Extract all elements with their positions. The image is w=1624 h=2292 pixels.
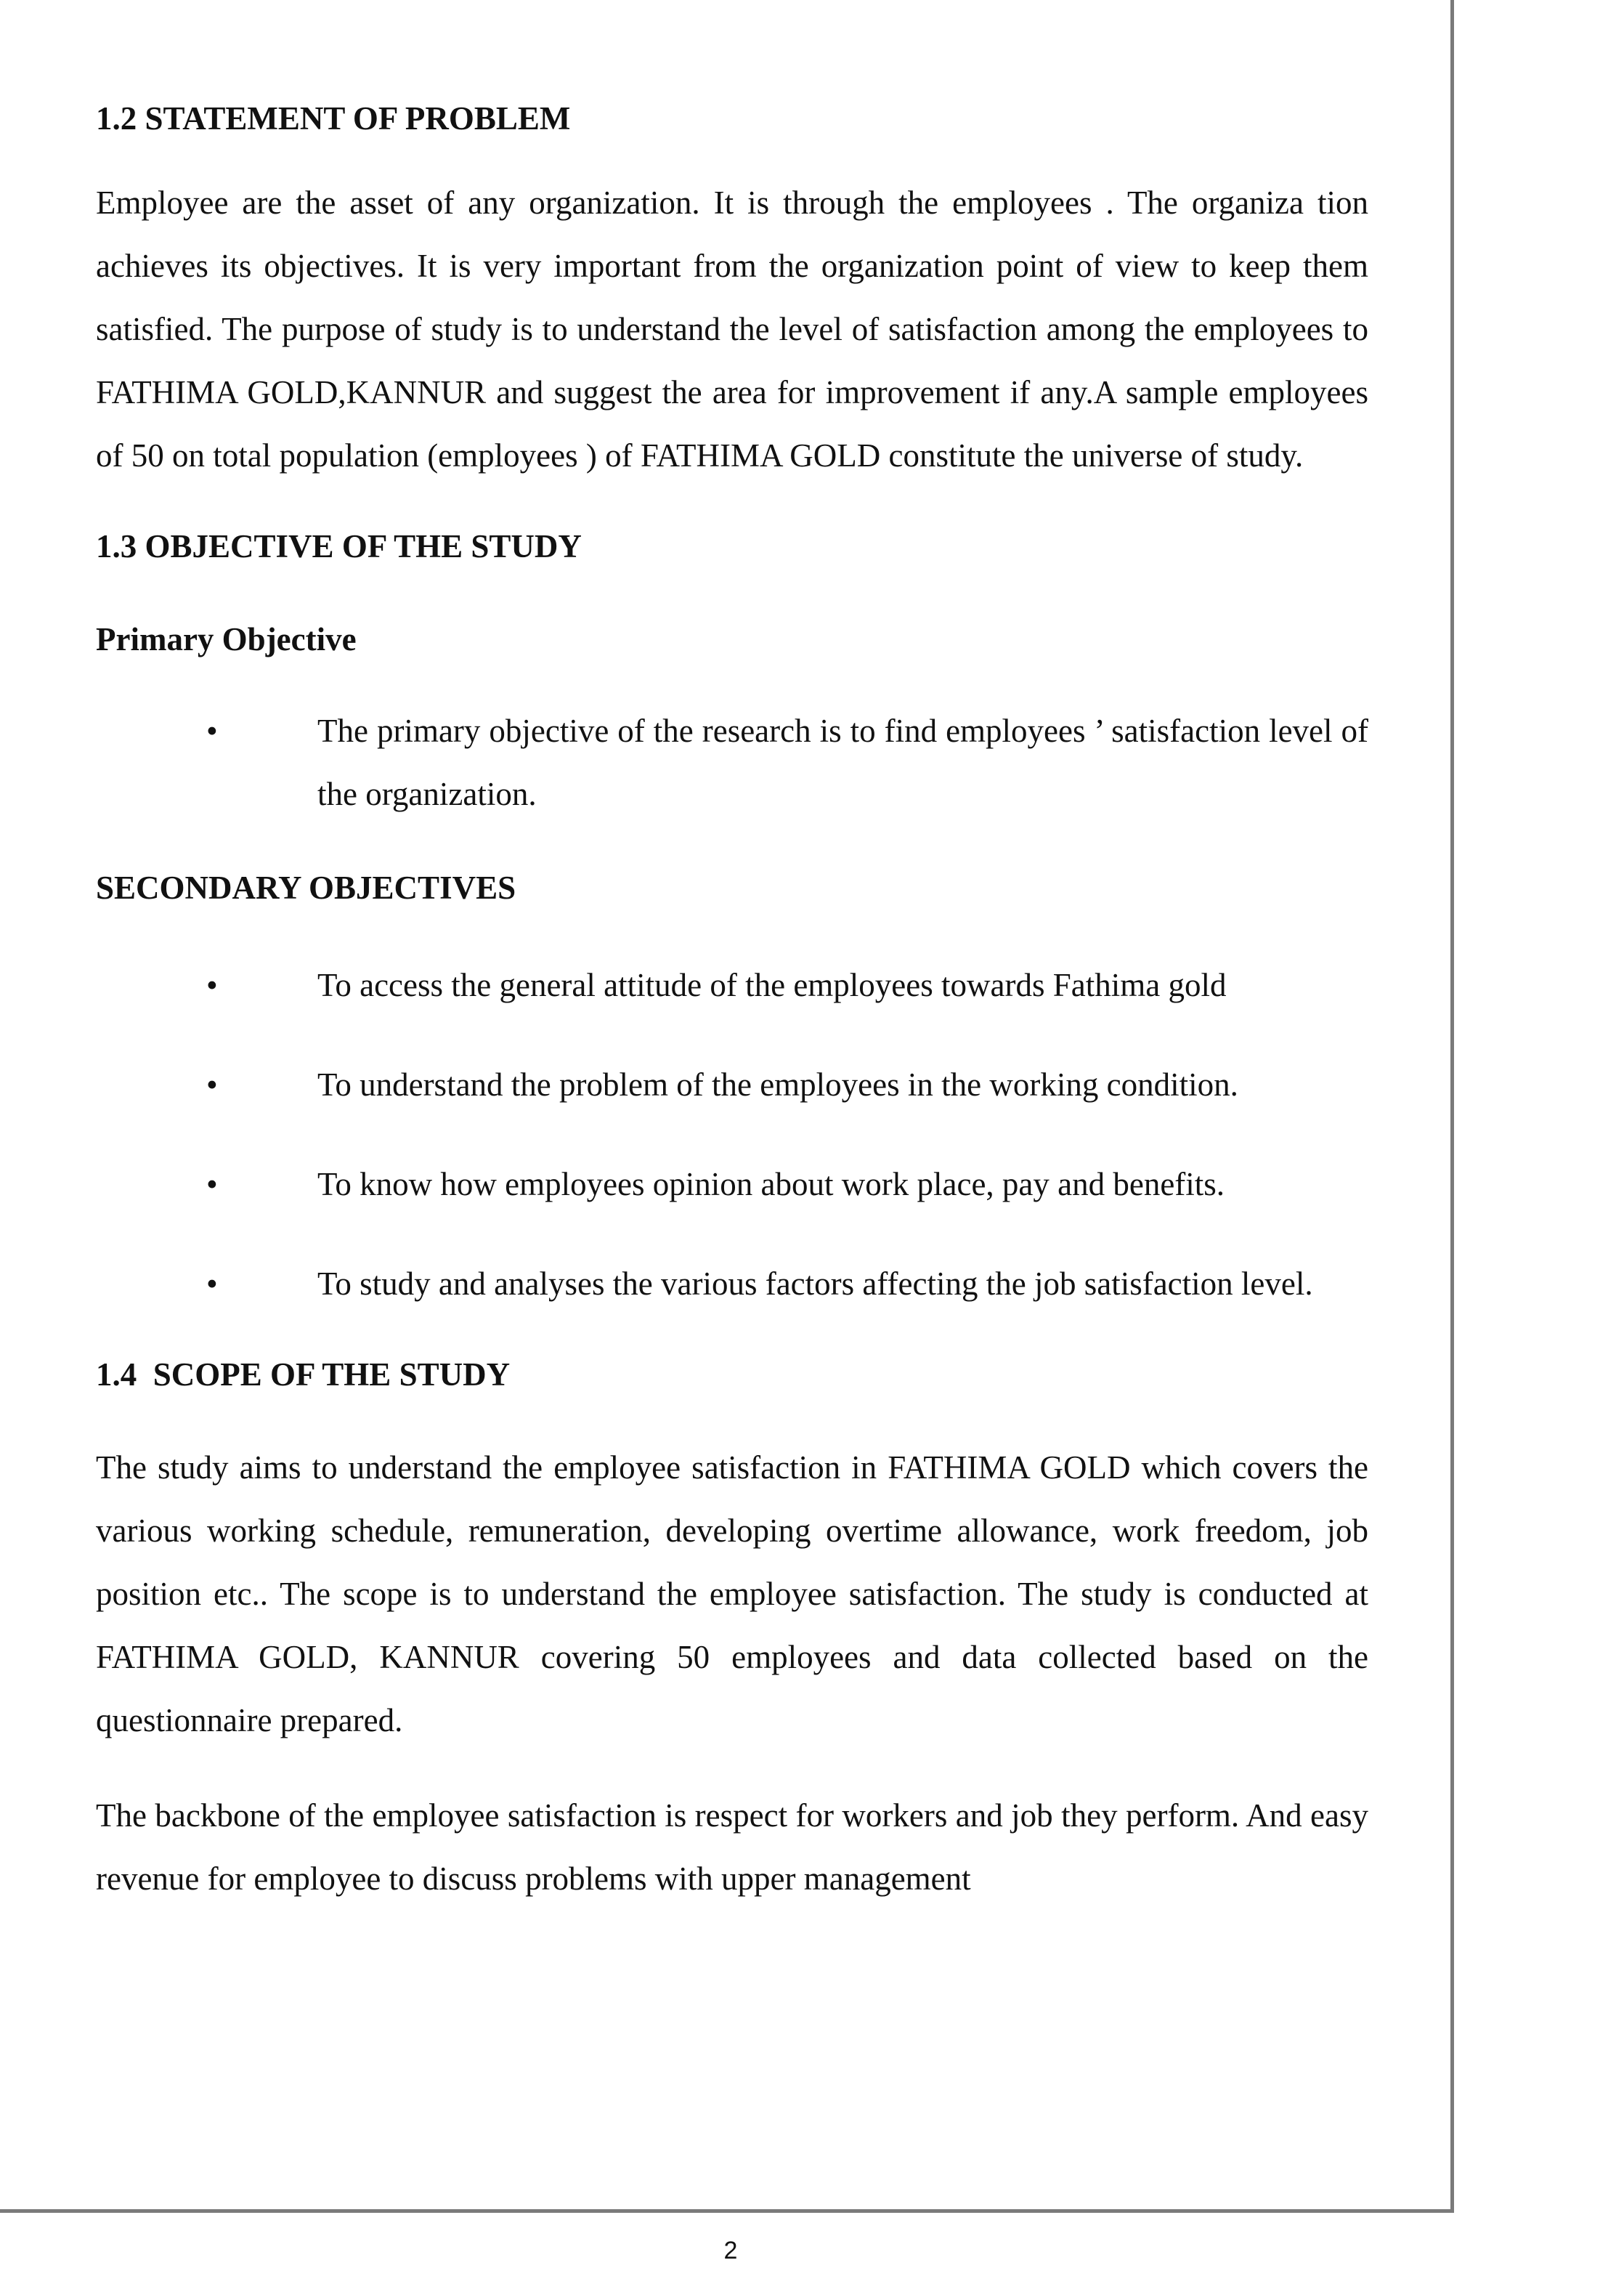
list-item-text: To understand the problem of the employees in the working condition. xyxy=(317,1066,1238,1103)
list-item xyxy=(96,1053,1368,1117)
heading-primary-objective: Primary Objective xyxy=(96,621,357,657)
scope-paragraph-2: The backbone of the employee satisfaction is respect for workers and job they perform. And easy revenue for employee to discuss problems with upper management xyxy=(96,1797,1368,1897)
list-item-text: To study and analyses the various factors affecting the job satisfaction level. xyxy=(317,1266,1313,1302)
statement-of-problem-paragraph: Employee are the asset of any organization. It is through the employees . The organiza tion achieves its objectives. It is very important from the organization point of view to keep them satisfied. The purpose of study is to understand the level of satisfaction among the employees to FATHIMA GOLD,KANNUR and suggest the area for improvement if any.A sample employees of 50 on total population (employees ) of FATHIMA GOLD constitute the universe of study. xyxy=(96,185,1368,474)
secondary-objectives-list xyxy=(96,954,1368,1316)
heading-objective-of-study: 1.3 OBJECTIVE OF THE STUDY xyxy=(96,528,582,564)
heading-statement-of-problem: 1.2 STATEMENT OF PROBLEM xyxy=(96,100,571,137)
list-item xyxy=(96,700,1368,826)
list-item xyxy=(96,1252,1368,1316)
bullet-icon: • xyxy=(206,713,218,749)
bullet-icon: • xyxy=(206,1266,218,1302)
list-item-text: The primary objective of the research is to find employees ’ satisfaction level of the organization. xyxy=(317,713,1368,812)
bullet-icon: • xyxy=(206,1066,218,1103)
page-number: 2 xyxy=(723,2237,738,2264)
document-body xyxy=(96,86,1368,1911)
heading-scope-of-study: 1.4 SCOPE OF THE STUDY xyxy=(96,1356,511,1393)
heading-secondary-objectives: SECONDARY OBJECTIVES xyxy=(96,870,516,906)
list-item-text: To access the general attitude of the employees towards Fathima gold xyxy=(317,967,1227,1003)
list-item xyxy=(96,1153,1368,1216)
bullet-icon: • xyxy=(206,967,218,1003)
primary-objective-list xyxy=(96,700,1368,826)
list-item xyxy=(96,954,1368,1017)
list-item-text: To know how employees opinion about work place, pay and benefits. xyxy=(317,1166,1225,1202)
scope-paragraph-1: The study aims to understand the employee satisfaction in FATHIMA GOLD which covers the various working schedule, remuneration, developing overtime allowance, work freedom, job position etc.. The scope is to understand the employee satisfaction. The study is conducted at FATHIMA GOLD, KANNUR covering 50 employees and data collected based on the questionnaire prepared. xyxy=(96,1449,1368,1738)
bullet-icon: • xyxy=(206,1166,218,1202)
